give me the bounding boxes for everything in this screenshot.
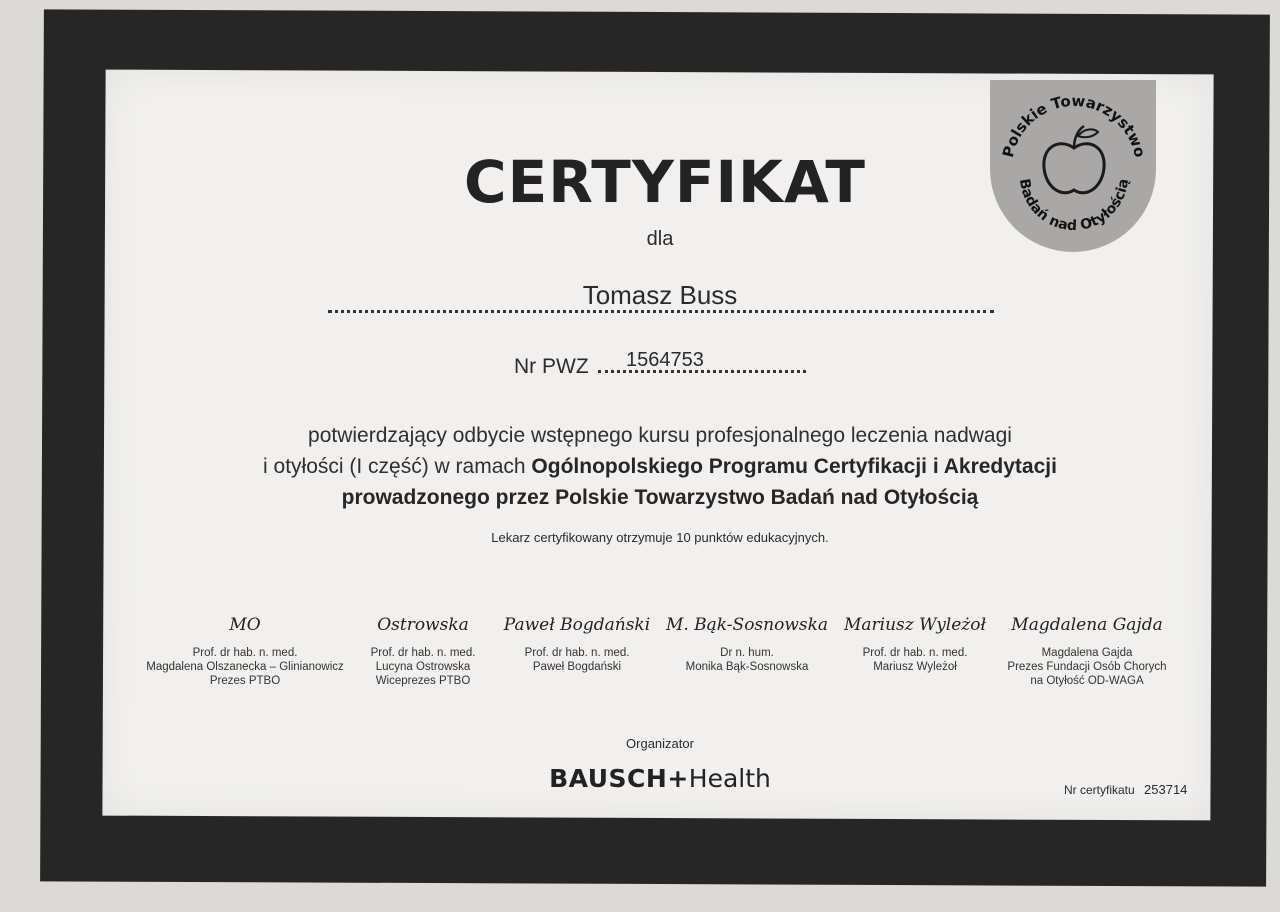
body-line-2-plain: i otyłości (I część) w ramach [263, 455, 532, 478]
signature-role: Prezes PTBO [209, 675, 281, 687]
body-line-1: potwierdzający odbycie wstępnego kursu profesjonalnego leczenia nadwagi [308, 424, 1012, 447]
body-line-2 [160, 451, 1160, 482]
signature-title: Prof. dr hab. n. med. [192, 647, 298, 659]
handwritten-signature: MO [229, 615, 261, 635]
signature-name: Prezes Fundacji Osób Chorych [1007, 661, 1167, 673]
signature-role: Wiceprezes PTBO [375, 675, 471, 687]
apple-logo-icon [990, 80, 1156, 252]
certificate-number [1064, 782, 1187, 797]
name-dotted-line [328, 310, 994, 313]
body-line-2-bold: Ogólnopolskiego Programu Certyfikacji i Akredytacji [531, 455, 1057, 478]
signature-name: Mariusz Wyleżoł [873, 661, 957, 673]
handwritten-signature: Paweł Bogdański [503, 615, 651, 635]
pwz-dotted-line [598, 370, 806, 373]
recipient-name: Tomasz Buss [582, 280, 738, 310]
organizer-label: Organizator [626, 736, 694, 751]
signature-title: Prof. dr hab. n. med. [370, 647, 476, 659]
logo-bold-text: BAUSCH [549, 764, 668, 793]
handwritten-signature: M. Bąk-Sosnowska [665, 615, 829, 635]
handwritten-signature: Magdalena Gajda [1011, 615, 1163, 635]
seal-text-bottom: Badań nad Otyłością [1015, 177, 1133, 235]
ptbo-seal [990, 80, 1156, 252]
signature-name: Paweł Bogdański [532, 661, 622, 673]
signature-title: Magdalena Gajda [1041, 647, 1133, 659]
pwz-label: Nr PWZ [514, 355, 589, 378]
certificate-body [160, 420, 1160, 513]
logo-regular-text: Health [688, 764, 771, 793]
seal-text-top: Polskie Towarzystwo [998, 91, 1150, 160]
signature-title: Prof. dr hab. n. med. [862, 647, 968, 659]
body-line-3-bold: prowadzonego przez Polskie Towarzystwo Badań nad Otyłością [341, 486, 979, 509]
pwz-number: 1564753 [626, 349, 704, 371]
signature-block [972, 604, 1202, 688]
signature-role: na Otyłość OD-WAGA [1030, 675, 1144, 687]
signature-title: Prof. dr hab. n. med. [524, 647, 630, 659]
bausch-health-logo [520, 764, 800, 794]
points-note: Lekarz certyfikowany otrzymuje 10 punktów edukacyjnych. [491, 530, 829, 545]
for-label: dla [646, 228, 674, 250]
signature-name: Lucyna Ostrowska [375, 661, 471, 673]
signature-name: Monika Bąk-Sosnowska [685, 661, 809, 673]
certificate-number-value: 253714 [1144, 782, 1188, 797]
signature-title: Dr n. hum. [720, 647, 774, 659]
certificate-title: CERTYFIKAT [464, 148, 866, 216]
signature-name: Magdalena Olszanecka – Glinianowicz [146, 661, 344, 673]
body-line-3 [160, 482, 1160, 513]
svg-text:Badań nad Otyłością [1016, 178, 1132, 235]
logo-plus-icon: + [667, 764, 689, 793]
certificate-number-label: Nr certyfikatu [1064, 783, 1135, 797]
handwritten-signature: Ostrowska [377, 615, 469, 635]
handwritten-signature: Mariusz Wyleżoł [843, 615, 987, 635]
